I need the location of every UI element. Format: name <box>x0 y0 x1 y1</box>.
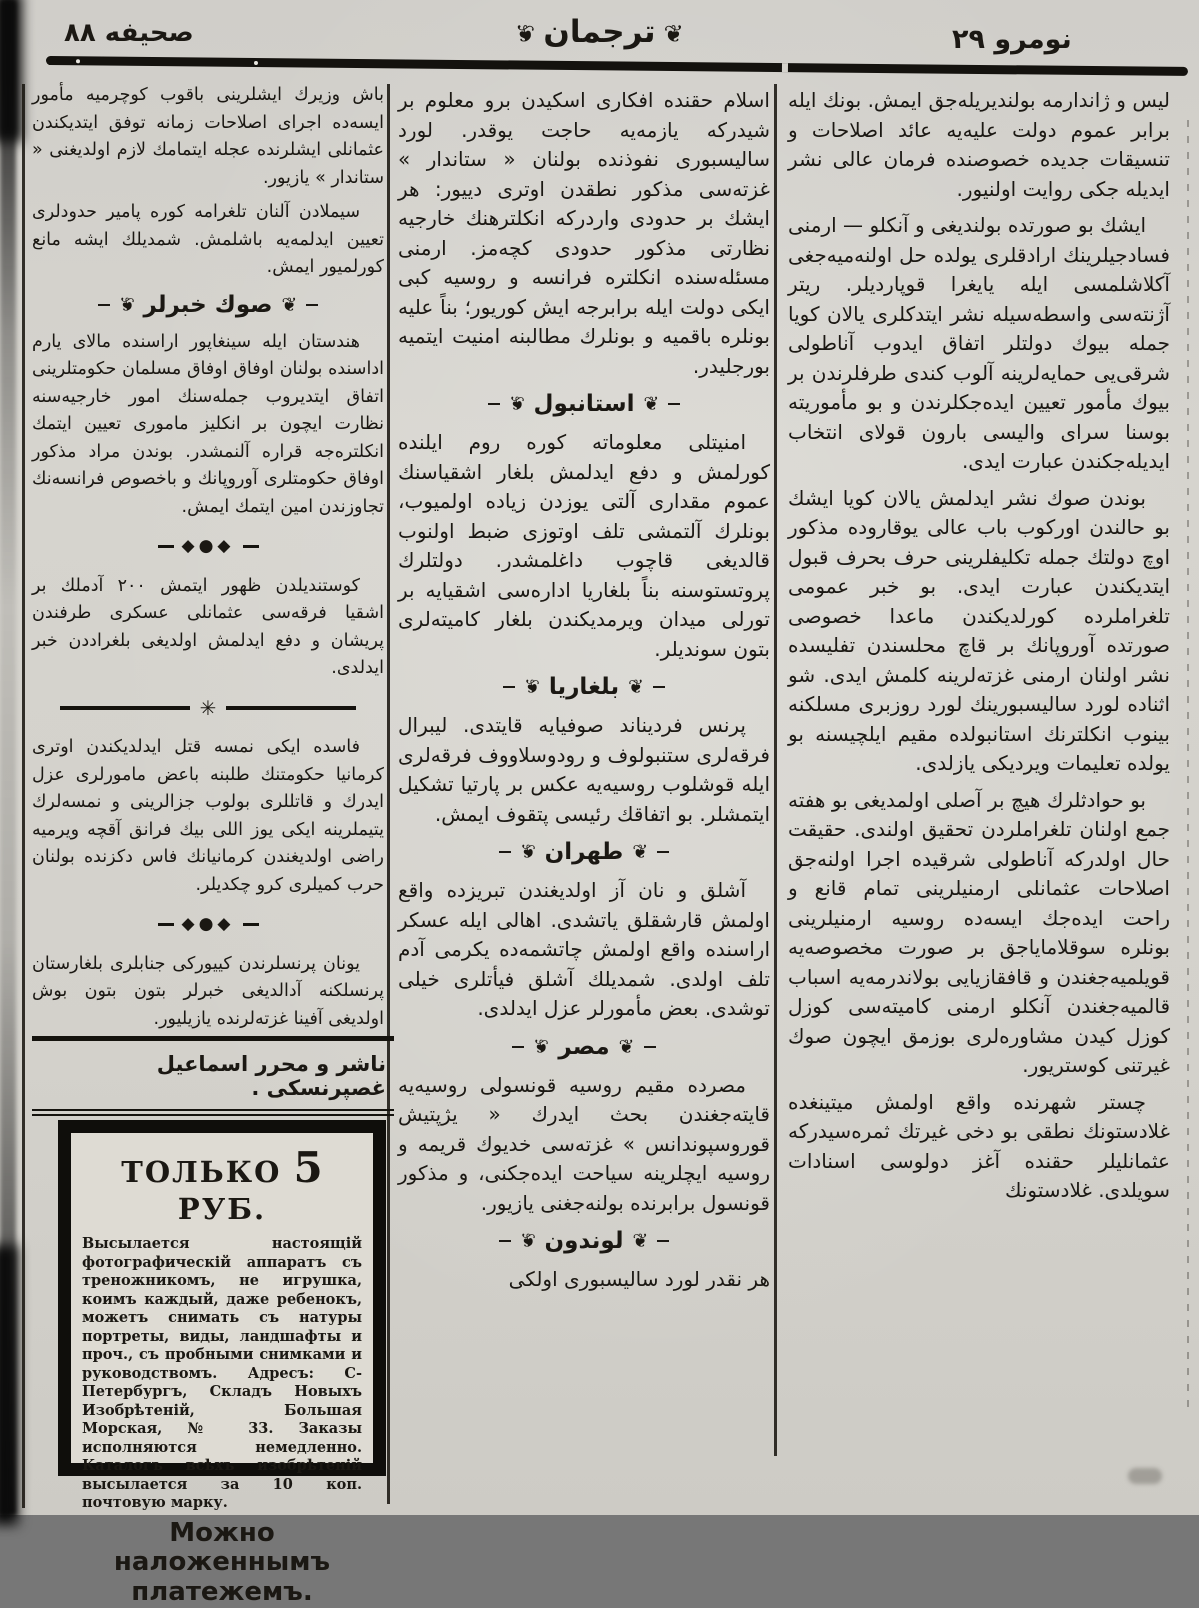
fleuron-icon: ❦ <box>281 290 297 320</box>
left-margin-rule <box>22 84 25 1508</box>
fleuron-icon: ❦ <box>628 672 644 702</box>
section-title: استانبول <box>534 389 635 419</box>
article-paragraph: بو حوادثلرك هيچ بر آصلى اولمديغى بو هفته جمع اولنان تلغراملردن تحقيق اولندى. حقيقت حال اولدركه آناطولى شرقيده اجرا اولنه‌جق اصلاحات عثمانلى ارمنيلرينى تمام قانع و راحت ايده‌جك ايسه‌ده روسيه ارمنيلرينى بونلره سوقلاماياجق بر صورت مخصوصه‌يه قويلميه‌جغندن و قافقازيايى بولاندرمه‌يه اسباب قالميه‌جغندن آنكلو ارمنى كاميته‌سى كوزل كوزل كيدن مشاوره‌لرى بوزمق ايچون صوك غيرتنى كوستريور. <box>788 786 1170 1081</box>
column-left <box>32 82 384 1034</box>
ad-title <box>82 1143 362 1226</box>
fleuron-icon: ❦ <box>533 1032 549 1062</box>
article-paragraph: ايشك بو صورتده بولنديغى و آنكلو — ارمنى فسادجيلرينك ارادقلرى يولده حل اولنه‌ميه‌جغى آكلاشلمسى ايله يايغرا قوپارديلر. ريتر آژنته‌سى واسطه‌سيله نشر ايتدكلرى يالان كويا جمله بيوك دولتلر اتفاق ايدوب آناطولى شرقى‌يى حمايه‌لرينه آلوب كندى طرفلرندن بر بيوك مأمور تعيين ايده‌جكلرندن و بو مأموريته بوسنا سراى واليسى بارون قولاى انتخاب ايديله‌جكندن عبارت ايدى. <box>788 211 1170 477</box>
star-ornament-icon: ✳ <box>200 695 217 723</box>
fleuron-icon: ❦ <box>509 389 525 419</box>
section-title: صوك خبرلر <box>144 290 273 320</box>
fleuron-icon: ❦ <box>524 672 540 702</box>
issue-number-label: نومرو ٢٩ <box>952 24 1072 55</box>
header-dash <box>657 1240 669 1242</box>
article-paragraph: باش وزيرك ايشلرينى باقوب كوچرميه مأمور ايسه‌ده اجراى اصلاحات زمانه توفق ايتديكندن عثمانلى ايشلرنده عجله ايتمامك لازم اولديغنى « ستاندار » يازيور. <box>32 82 384 192</box>
article-paragraph: فاسده ايكى نمسه قتل ايدلديكندن اوترى كرمانيا حكومتنك طلبنه باعض مامورلرى عزل ايدرك و قاتللرى بولوب جزالرينى و نمسه‌لرك يتيملرينه ايكى يوز اللى بيك فرانق آقچه ويرميه راضى اولديغندن كرمانيانك فاس دكزنده بولنان حرب كميلرى كرو چكديلر. <box>32 734 384 899</box>
divider-line <box>158 923 174 926</box>
star-divider <box>32 695 384 723</box>
header-dash <box>503 686 515 688</box>
divider-line <box>60 706 190 710</box>
section-title: طهران <box>545 837 624 867</box>
article-paragraph: اسلام حقنده افكارى اسكيدن برو معلوم بر شيدركه يازمه‌يه حاجت يوقدر. لورد ساليسبورى نفوذنده بولنان « ستاندار » غزته‌سى مذكور نطقدن اوترى دييور: هر ايشك بر حدودى واردركه انكلترهنك خارجيه نظارتى مذكور حدودى كچه‌مز. ارمنى مسئله‌سنده انكلتره فرانسه و روسيه كبى ايكى دولت ايله برابرجه ايش كوريور؛ بناً عليه بونلره باقميه و بونلرك مطالبنه امنيت ايتميه بورجليدر. <box>398 86 770 381</box>
header-dash <box>668 403 680 405</box>
header-dash <box>306 304 318 306</box>
advertisement-box <box>58 1120 386 1476</box>
fleuron-icon: ❦ <box>664 20 684 48</box>
divider-line <box>158 545 174 548</box>
fleuron-icon: ❦ <box>619 1032 635 1062</box>
fleuron-icon: ❦ <box>520 1226 536 1256</box>
article-paragraph: پرنس فرديناند صوفيايه قايتدى. ليبرال فرقه‌لرى ستنبولوف و رودوسلاووف فرقه‌لرى ايله قوشلوب روسيه‌يه عكس بر پارتيا تشكيل ايتمشلر. بو اتفاقك رئيسى پتقوف ايمش. <box>398 711 770 829</box>
ad-title-word: РУБ. <box>178 1192 266 1226</box>
right-margin-dashes <box>1187 120 1189 1410</box>
header-dash <box>499 851 511 853</box>
header-rule <box>46 56 1188 76</box>
section-header-tehran <box>398 837 770 867</box>
column-separator <box>387 84 390 1504</box>
article-paragraph: هر نقدر لورد ساليسبورى اولكى <box>398 1265 770 1295</box>
masthead-title: ترجمان <box>543 14 655 50</box>
section-title: مصر <box>558 1032 609 1062</box>
rule-dot <box>254 61 258 65</box>
section-title: لوندون <box>545 1226 624 1256</box>
scan-mark-bottom-right <box>1128 1468 1162 1484</box>
header-dash <box>653 686 665 688</box>
header-dash <box>488 403 500 405</box>
article-paragraph: امنيتلى معلوماته كوره روم ايلنده كورلمش و دفع ايدلمش بلغار اشقياسنك عموم مقدارى آلتى يوزدن زياده اولميوب، بونلرك آلتمشى تلف اوتوزى ضبط اولنوب قالديغى قاچوب داغلمشدر. دولتلرك پروتستوسنه بناً بلغاريا اداره‌سى اشقيايه بر تورلى ميدان ويرمديكندن بلغار كاميته‌لرى بتون سونديلر. <box>398 428 770 664</box>
publisher-imprint: ناشر و محرر اسماعيل غصپرنسكى . <box>32 1036 394 1116</box>
article-paragraph: كوستنديلدن ظهور ايتمش ٢٠٠ آدملك بر اشقيا فرقه‌سى عثمانلى عسكرى طرفندن پريشان و دفع ايدلمش اولديغى بلغراددن خبر ايدلدى. <box>32 573 384 683</box>
header-dash <box>499 1240 511 1242</box>
article-paragraph: يونان پرنسلرندن كييوركى جنابلرى بلغارستان پرنسلكنه آدالديغى خبرلر بتون بتون بوش اولديغى آفينا غزته‌لرنده يازيليور. <box>32 951 384 1034</box>
article-paragraph: چستر شهرنده واقع اولمش ميتينغده غلادستونك نطقى بو دخى غيرتك ثمره‌سيدركه عثمانليلر حقنده آغز دولوسى اسنادات سويلدى. غلادستونك <box>788 1088 1170 1206</box>
divider-line <box>243 923 259 926</box>
fleuron-icon: ❦ <box>520 837 536 867</box>
article-paragraph: آشلق و نان آز اولديغندن تبريزده واقع اولمش قارشقلق ياتشدى. اهالى ايله عسكر اراسنده واقع اولمش چاتشمه‌ده يكرمى آدم تلف اولدى. شمديلك آشلق فيأتلرى خيلى توشدى. بعض مأمورلر عزل ايدلدى. <box>398 876 770 1024</box>
rule-dot <box>76 59 80 63</box>
divider-line <box>226 706 356 710</box>
rule-gap <box>782 63 788 72</box>
section-header-london <box>398 1226 770 1256</box>
ad-title-word: ТОЛЬКО <box>121 1155 281 1189</box>
section-header-last-news <box>32 290 384 320</box>
section-header-bulgaria <box>398 672 770 702</box>
fleuron-icon: ❦ <box>643 389 659 419</box>
header-dash <box>98 304 110 306</box>
header-dash <box>644 1046 656 1048</box>
fleuron-icon: ❦ <box>119 290 135 320</box>
page-number-label: صحيفه ٨٨ <box>64 18 194 48</box>
ad-body-text: Высылается настоящій фотографическій аппаратъ съ треножникомъ, не игрушка, коимъ каждый, даже ребенокъ, можетъ снимать съ натуры портреты, виды, ландшафты и проч., съ пробными снимками и руководствомъ. Адресъ: С-Петербургъ, Складъ Новыхъ Изобрѣтеній, Большая Морская, № 33. Заказы исполняются немедленно. Каталогъ всѣхъ изобрѣтеній высылается за 10 коп. почтовую марку. <box>82 1235 362 1513</box>
column-separator <box>774 84 777 1456</box>
ornament-divider <box>32 533 384 561</box>
column-middle <box>398 86 770 1478</box>
fleuron-icon: ❦ <box>632 1226 648 1256</box>
section-header-istanbul <box>398 389 770 419</box>
divider-line <box>243 545 259 548</box>
ad-footer-text: Можно наложеннымъ платежемъ. <box>82 1519 362 1608</box>
diamond-ornament-icon: ◆●◆ <box>182 911 235 939</box>
header-dash <box>657 851 669 853</box>
fleuron-icon: ❦ <box>515 20 535 48</box>
article-paragraph: سيملادن آلنان تلغرامه كوره پامير حدودلرى تعيين ايدلمه‌يه باشلمش. شمديلك ايشه مانع كورلميور ايمش. <box>32 199 384 282</box>
section-title: بلغاريا <box>549 672 619 702</box>
header-dash <box>512 1046 524 1048</box>
fleuron-icon: ❦ <box>632 837 648 867</box>
ad-price: 5 <box>293 1143 322 1192</box>
ornament-divider <box>32 911 384 939</box>
article-paragraph: هندستان ايله سينغاپور اراسنده مالاى يارم اداسنده بولنان اوفاق اوفاق مسلمان حكومتلرينى اتفاق ايتديروب جمله‌سنك امور خارجيه‌سنه نظارت ايچون بر انكليز مامورى تعيين ايتمك انكلتره‌جه قراره آلنمشدر. بوندن مراد مذكور اوفاق حكومتلرى آوروپانك و باخصوص فرانسه‌نك تجاوزندن امين ايتمك ايمش. <box>32 329 384 522</box>
section-header-egypt <box>398 1032 770 1062</box>
article-paragraph: مصرده مقيم روسيه قونسولى روسيه‌يه قايته‌جغندن بحث ايدرك « يژپتيش قوروسپوندانس » غزته‌سى خديوك قريمه و روسيه ايچلرينه سياحت ايده‌جكنى، و مذكور قونسول برابرنده بولنه‌جغنى يازيور. <box>398 1071 770 1219</box>
article-paragraph: ليس و ژاندارمه بولنديريله‌جق ايمش. بونك ايله برابر عموم دولت عليه‌يه عائد اصلاحات و تنسيقات جديده خصوصنده فرمان عالى نشر ايديله جكى روايت اولنيور. <box>788 86 1170 204</box>
scan-corner-bottom-left <box>0 1245 18 1525</box>
column-right <box>788 86 1170 1462</box>
diamond-ornament-icon: ◆●◆ <box>182 533 235 561</box>
article-paragraph: بوندن صوك نشر ايدلمش يالان كويا ايشك بو حالندن اوركوب باب عالى يوقاروده مذكور اوچ دولتك جمله تكليفلرينى حرف بحرف قبول ايتديكندن عبارت ايدى. بو خبر عمومى تلغراملرده كورلديكندن ماعدا خصوصى صورتده آوروپانك بر قاچ محلسندن تفليسده نشر اولنان ارمنى غزته‌لرينه كلمش ايدى. شو اثناده لورد ساليسبورينك لورد روزبرى مسلكنه بينوب انكلترنك استانبولده مقيم ايلچيسنه بو يولده تعليمات ويرديكى يازلدى. <box>788 484 1170 779</box>
